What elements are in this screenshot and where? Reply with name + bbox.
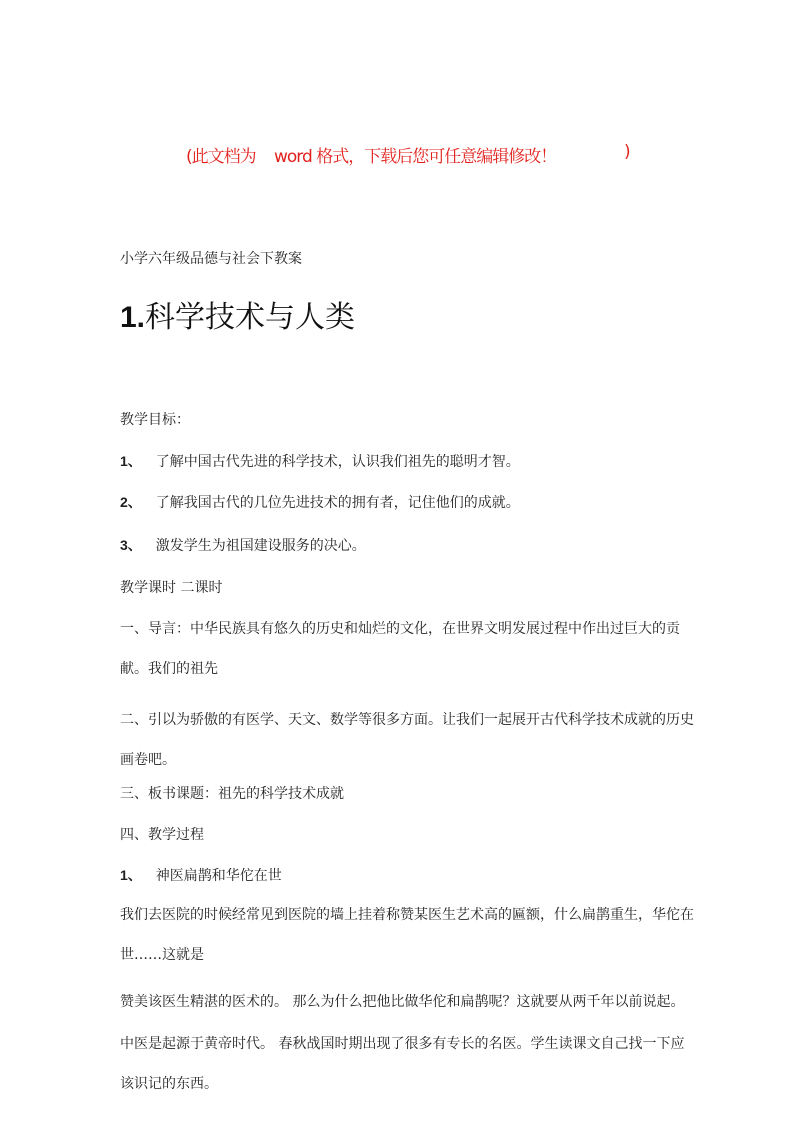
goal-item: [120, 535, 366, 555]
notice-part-2: word 格式，下载后您可任意编辑修改！: [274, 147, 557, 167]
notice-part-3: ): [624, 142, 630, 162]
document-title: [120, 292, 355, 336]
goal-number: 1、: [120, 453, 142, 469]
goal-text: 了解中国古代先进的科学技术，认识我们祖先的聪明才智。: [155, 454, 520, 470]
goal-item: [120, 451, 520, 471]
goal-text: 了解我国古代的几位先进技术的拥有者，记住他们的成就。: [155, 495, 520, 511]
goals-heading: 教学目标：: [120, 412, 190, 428]
ellipsis: ……: [134, 947, 162, 963]
goal-number: 3、: [120, 537, 142, 553]
paragraph-2: 赞美该医生精湛的医术的。 那么为什么把他比做华佗和扁鹊呢？这就要从两千年以前说起。: [120, 994, 685, 1010]
paragraph-1-tail: 这就是: [162, 947, 204, 963]
goal-item: [120, 492, 520, 512]
class-hours: 教学课时 二课时: [120, 580, 223, 596]
title-number: 1.: [120, 301, 146, 334]
section-intro: 一、导言：中华民族具有悠久的历史和灿烂的文化，在世界文明发展过程中作出过巨大的贡献。我们的祖先: [120, 621, 680, 677]
section-three: 三、板书课题：祖先的科学技术成就: [120, 786, 344, 802]
goal-number: 2、: [120, 494, 142, 510]
document-subtitle: 小学六年级品德与社会下教案: [120, 251, 302, 267]
process-text: 神医扁鹊和华佗在世: [155, 868, 282, 884]
paragraph-1-text: 我们去医院的时候经常见到医院的墙上挂着称赞某医生艺术高的匾额，什么扁鹊重生，华佗在世: [120, 907, 694, 963]
paragraph-1: [120, 895, 698, 975]
process-number: 1、: [120, 867, 142, 883]
section-two: 二、引以为骄傲的有医学、天文、数学等很多方面。让我们一起展开古代科学技术成就的历史画卷吧。: [120, 712, 694, 768]
title-text: 科学技术与人类: [145, 300, 356, 335]
paragraph-3: 中医是起源于黄帝时代。 春秋战国时期出现了很多有专长的名医。学生读课文自己找一下应该识记的东西。: [120, 1036, 685, 1092]
section-four: 四、教学过程: [120, 827, 204, 843]
goal-text: 激发学生为祖国建设服务的决心。: [155, 538, 366, 554]
process-item: [120, 865, 282, 885]
notice-part-1: (此文档为: [186, 147, 256, 167]
